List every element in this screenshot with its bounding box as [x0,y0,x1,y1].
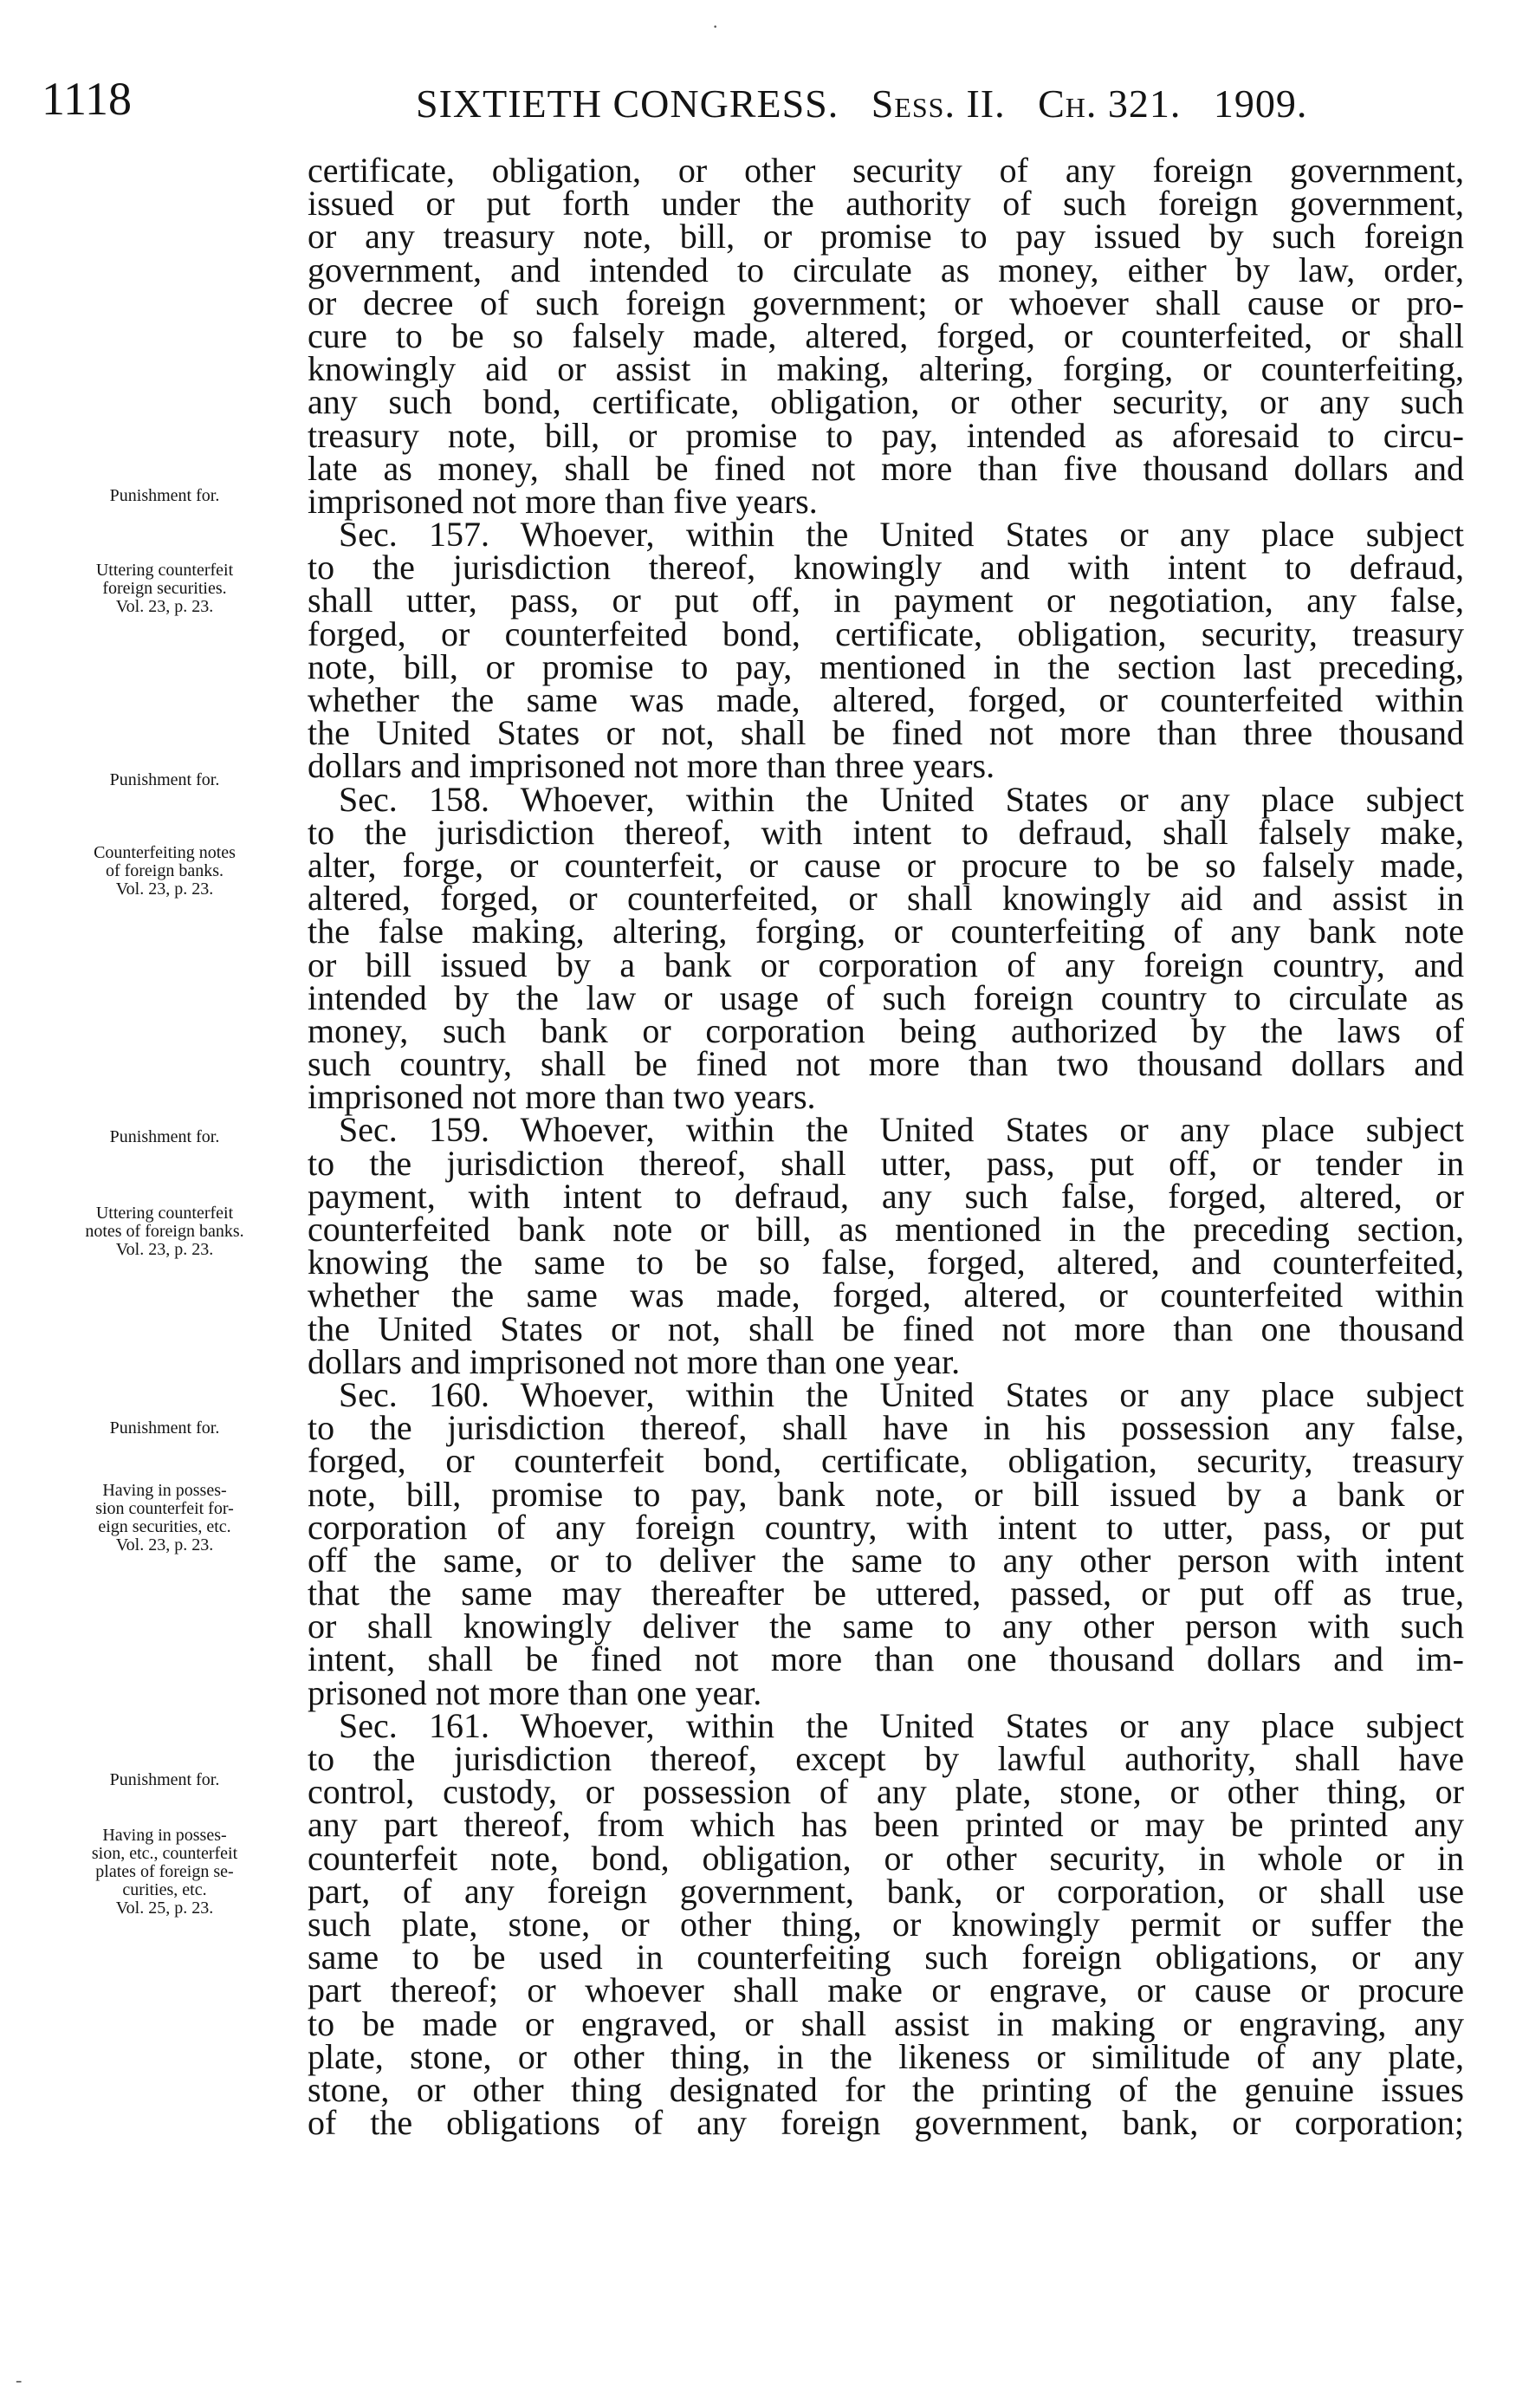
text-line: note, bill, or promise to pay, mentioned in the section last preceding, [308,646,1464,686]
text-line: intended by the law or usage of such foreign country to circulate as [308,977,1464,1017]
scan-speck: - [16,2369,23,2391]
text-line: counterfeited bank note or bill, as mentioned in the preceding section, [308,1210,1464,1249]
text-line: whether the same was made, altered, forged, or counterfeited within [308,680,1464,719]
margin-note-line: Vol. 23, p. 23. [115,879,214,899]
margin-note-line: curities, etc. [122,1880,207,1899]
margin-note-line: Vol. 25, p. 23. [115,1898,214,1918]
text-line: that the same may thereafter be uttered, passed, or put off as true, [308,1574,1464,1613]
margin-note-line: of foreign banks. [105,861,224,880]
page-number: 1118 [42,73,132,125]
text-line: note, bill, promise to pay, bank note, or bill issued by a bank or [308,1474,1464,1514]
margin-note-punishment [35,1128,295,1146]
text-line: off the same, or to deliver the same to any other person with intent [308,1540,1464,1580]
margin-note-counterfeiting-notes [35,844,295,899]
margin-note-line: Vol. 23, p. 23. [115,1240,214,1259]
section-158-first-line: Sec. 158. Whoever, within the United States or any place subject [339,779,1464,819]
text-line: dollars and imprisoned not more than one year. [308,1341,961,1381]
text-line: to the jurisdiction thereof, shall have in his possession any false, [308,1408,1464,1448]
congress-title: SIXTIETH CONGRESS. [416,81,839,126]
text-line: or shall knowingly deliver the same to any other person with such [308,1606,1464,1646]
margin-note-punishment [35,1771,295,1789]
text-line: counterfeit note, bond, obligation, or other security, in whole or in [308,1838,1464,1878]
margin-note-line: Uttering counterfeit [95,561,234,580]
text-line: knowingly aid or assist in making, altering, forging, or counterfeiting, [308,349,1464,389]
text-line: part thereof; or whoever shall make or engrave, or cause or procure [308,1970,1464,2010]
text-line: to the jurisdiction thereof, except by lawful authority, shall have [308,1739,1464,1778]
margin-note-line: sion counterfeit for- [95,1499,234,1518]
text-line: corporation of any foreign country, with intent to utter, pass, or put [308,1507,1464,1547]
text-line: any part thereof, from which has been printed or may be printed any [308,1805,1464,1845]
session-label: Sess. II. [871,81,1006,126]
text-line: to be made or engraved, or shall assist in making or engraving, any [308,2003,1464,2043]
text-line: plate, stone, or other thing, in the likeness or similitude of any plate, [308,2036,1464,2076]
text-line: the United States or not, shall be fined not more than three thousand [308,713,1464,753]
margin-note-line: Punishment for. [109,486,220,505]
margin-note-punishment [35,1419,295,1438]
margin-note-line: Punishment for. [109,1418,220,1438]
text-line: or decree of such foreign government; or whoever shall cause or pro- [308,282,1464,322]
margin-note-punishment [35,487,295,505]
margin-note-line: eign securities, etc. [98,1517,231,1536]
margin-note-line: Counterfeiting notes [94,843,236,862]
text-line: such country, shall be fined not more than two thousand dollars and [308,1044,1464,1084]
text-line: altered, forged, or counterfeited, or shall knowingly aid and assist in [308,879,1464,918]
text-line: imprisoned not more than two years. [308,1077,816,1117]
margin-note-line: Punishment for. [109,1127,220,1146]
margin-note-uttering-counterfeit-securities [35,561,295,616]
margin-note-punishment [35,771,295,789]
text-line: knowing the same to be so false, forged, altered, and counterfeited, [308,1243,1464,1282]
text-line: any such bond, certificate, obligation, or other security, or any such [308,382,1464,422]
margin-note-uttering-counterfeit-notes [35,1204,295,1259]
margin-note-line: sion, etc., counterfeit [91,1844,238,1863]
text-line: to the jurisdiction thereof, knowingly and with intent to defraud, [308,548,1464,587]
text-line: intent, shall be fined not more than one thousand dollars and im- [308,1639,1464,1679]
text-line: part, of any foreign government, bank, or corporation, or shall use [308,1871,1464,1911]
text-line: certificate, obligation, or other security of any foreign government, [308,151,1464,190]
margin-note-line: Having in posses- [102,1481,227,1500]
scan-speck: · [712,16,719,37]
text-line: same to be used in counterfeiting such foreign obligations, or any [308,1937,1464,1977]
text-line: late as money, shall be fined not more than five thousand dollars and [308,448,1464,488]
text-line: to the jurisdiction thereof, with intent to defraud, shall falsely make, [308,812,1464,852]
text-line: prisoned not more than one year. [308,1672,762,1712]
text-line: or bill issued by a bank or corporation of any foreign country, and [308,944,1464,984]
text-line: or any treasury note, bill, or promise to pay issued by such foreign [308,217,1464,256]
text-line: forged, or counterfeit bond, certificate, obligation, security, treasury [308,1441,1464,1481]
margin-note-line: Uttering counterfeit [95,1204,234,1223]
text-line: whether the same was made, forged, altered, or counterfeited within [308,1275,1464,1315]
text-line: shall utter, pass, or put off, in payment or negotiation, any false, [308,581,1464,620]
margin-note-possession-plates [35,1827,295,1918]
margin-note-line: plates of foreign se- [95,1862,234,1881]
section-160-first-line: Sec. 160. Whoever, within the United States or any place subject [339,1374,1464,1414]
section-157-first-line: Sec. 157. Whoever, within the United States or any place subject [339,515,1464,555]
text-line: alter, forge, or counterfeit, or cause or procure to be so falsely made, [308,845,1464,885]
text-line: dollars and imprisoned not more than three years. [308,746,995,786]
text-line: control, custody, or possession of any plate, stone, or other thing, or [308,1772,1464,1812]
text-line: cure to be so falsely made, altered, forged, or counterfeited, or shall [308,315,1464,355]
margin-note-line: Having in posses- [102,1826,227,1845]
running-title [416,80,1307,128]
text-line: issued or put forth under the authority of such foreign government, [308,184,1464,224]
running-head [0,0,1529,139]
margin-note-line: Punishment for. [109,1770,220,1789]
text-line: stone, or other thing designated for the printing of the genuine issues [308,2069,1464,2109]
text-line: such plate, stone, or other thing, or knowingly permit or suffer the [308,1904,1464,1944]
text-line: imprisoned not more than five years. [308,481,818,521]
margin-note-line: notes of foreign banks. [85,1222,244,1241]
margin-note-line: Vol. 23, p. 23. [115,1535,214,1554]
text-line: to the jurisdiction thereof, shall utter, pass, put off, or tender in [308,1143,1464,1183]
chapter-label: Ch. 321. [1038,81,1182,126]
section-159-first-line: Sec. 159. Whoever, within the United States or any place subject [339,1110,1464,1150]
text-line: government, and intended to circulate as money, either by law, order, [308,250,1464,289]
text-line: the United States or not, shall be fined not more than one thousand [308,1308,1464,1348]
margin-note-line: foreign securities. [102,579,227,598]
section-161-first-line: Sec. 161. Whoever, within the United States or any place subject [339,1705,1464,1745]
text-line: forged, or counterfeited bond, certificate, obligation, security, treasury [308,613,1464,653]
margin-note-line: Vol. 23, p. 23. [115,597,214,616]
statute-text-column [308,151,1464,2143]
text-line: money, such bank or corporation being authorized by the laws of [308,1010,1464,1050]
year-label: 1909. [1213,81,1308,126]
text-line: the false making, altering, forging, or counterfeiting of any bank note [308,912,1464,951]
margin-note-line: Punishment for. [109,770,220,789]
text-line: payment, with intent to defraud, any such false, forged, altered, or [308,1176,1464,1216]
text-line: treasury note, bill, or promise to pay, intended as aforesaid to circu- [308,415,1464,455]
text-line: of the obligations of any foreign government, bank, or corporation; [308,2103,1464,2143]
margin-note-possession-securities [35,1482,295,1554]
